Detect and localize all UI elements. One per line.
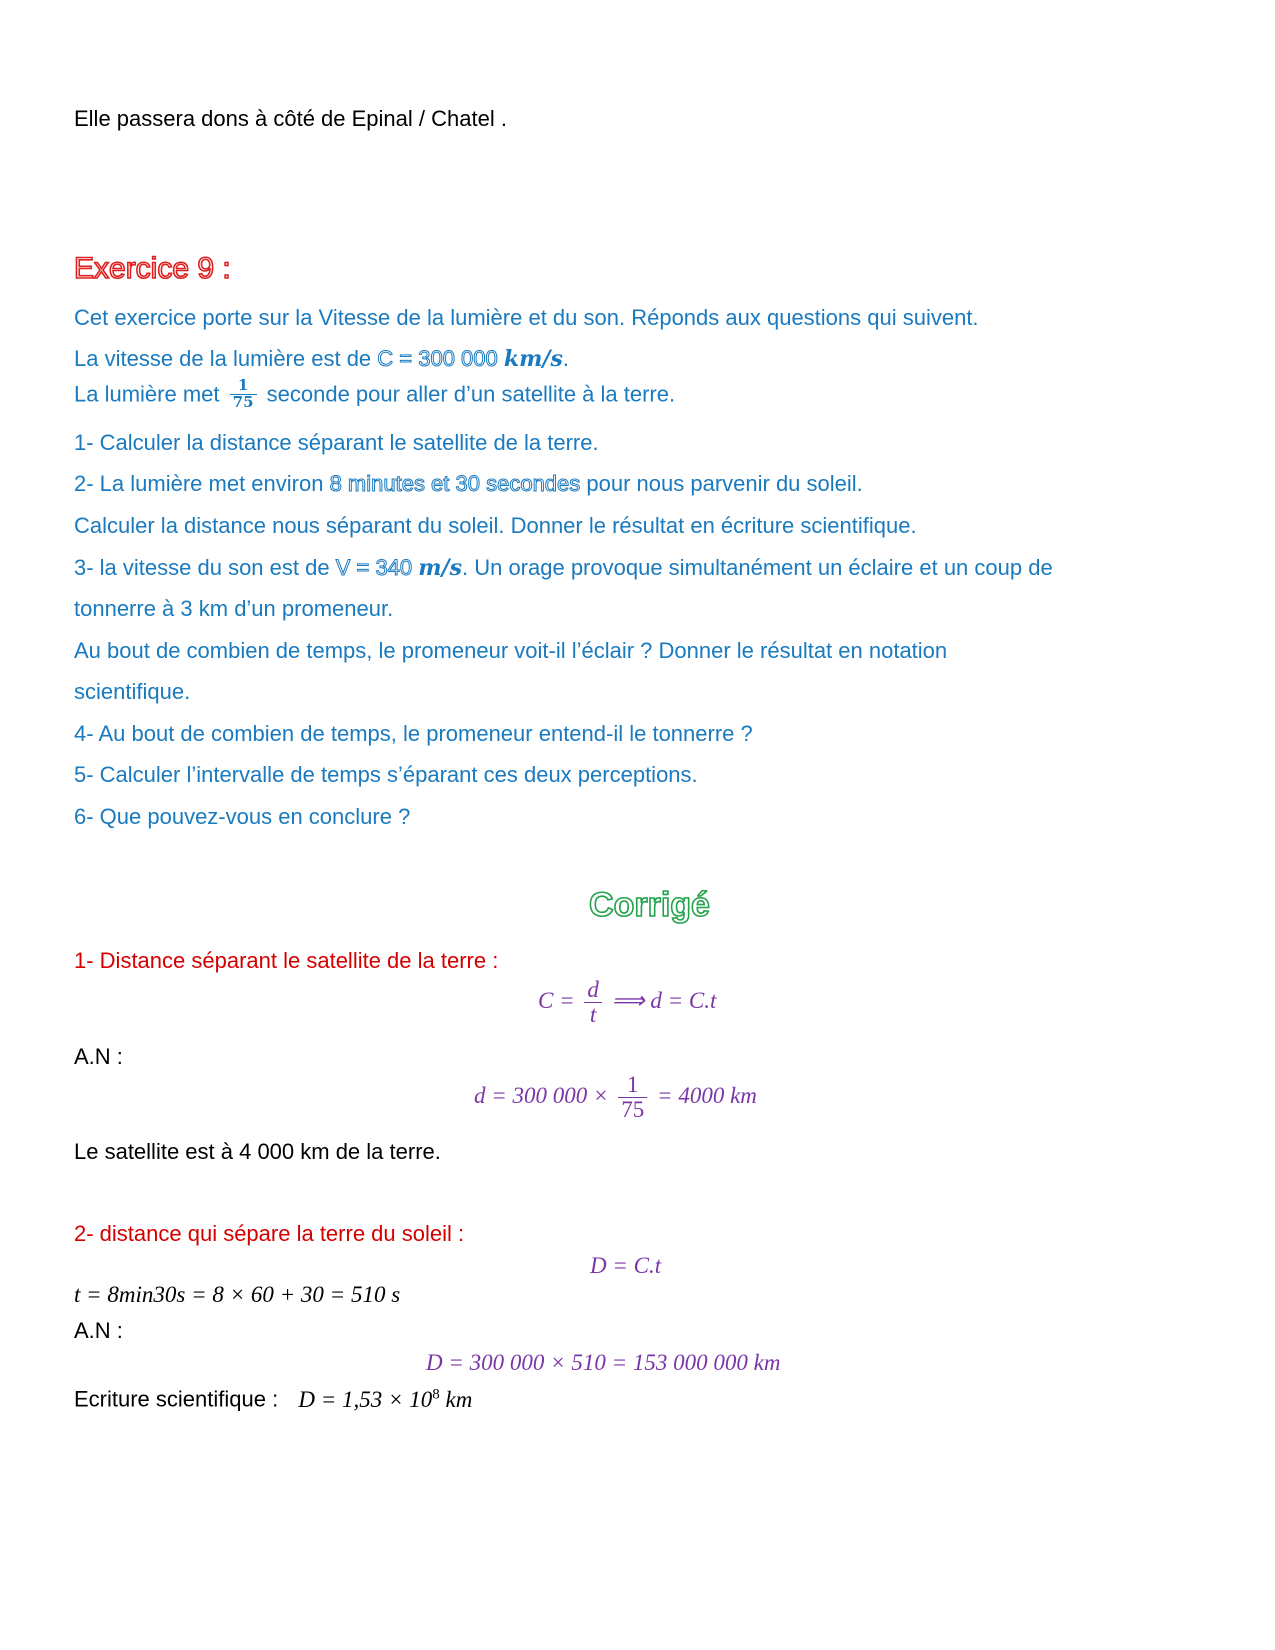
question-6: 6- Que pouvez-vous en conclure ? [74, 804, 411, 829]
answer-2-formula [590, 1253, 661, 1279]
answer-2-formula-text: D = C.t [590, 1253, 662, 1278]
light-time-fraction [230, 378, 257, 411]
light-time-frac-num: 1 [230, 378, 257, 395]
answer-2-calc-text: D = 300 000 × 510 = 153 000 000 km [426, 1350, 781, 1375]
light-time-frac-den: 75 [232, 392, 254, 411]
answer-1-conclusion: Le satellite est à 4 000 km de la terre. [74, 1139, 441, 1164]
correction-title: Corrigé [589, 886, 710, 924]
an-label-1: A.N : [74, 1044, 123, 1069]
light-speed-value: C = 300 000 [377, 346, 498, 371]
question-5: 5- Calculer l’intervalle de temps s’éparant ces deux perceptions. [74, 762, 698, 787]
light-time-line [74, 378, 675, 411]
answer-1-formula-right: ⟹ d = C.t [611, 987, 717, 1013]
answer-1-calc-den: 75 [621, 1097, 645, 1123]
answer-2-scientific [74, 1386, 472, 1413]
question-2-pre: 2- La lumière met environ [74, 471, 330, 496]
sound-speed-value: V = 340 [335, 555, 413, 580]
question-1: 1- Calculer la distance séparant le satellite de la terre. [74, 430, 599, 455]
answer-2-time-text: t = 8min30s = 8 × 60 + 30 = 510 s [74, 1282, 401, 1307]
scientific-label: Ecriture scientifique : [74, 1386, 279, 1412]
answer-2-calculation [426, 1350, 781, 1376]
question-3-ask-1: Au bout de combien de temps, le promeneur voit-il l’éclair ? Donner le résultat en notation [74, 638, 948, 663]
answer-1-formula-den: t [589, 1002, 597, 1028]
scientific-mantissa: D = 1,53 × 10 [298, 1386, 433, 1412]
light-speed-unit: km/s [503, 346, 563, 372]
light-speed-post: . [562, 346, 569, 371]
scientific-value [298, 1387, 472, 1412]
answer-2-heading: 2- distance qui sépare la terre du soleil : [74, 1221, 465, 1246]
question-2-highlight: 8 minutes et 30 secondes [329, 471, 581, 496]
answer-1-formula-left: C = [538, 987, 575, 1013]
answer-1-calc-right: = 4000 km [657, 1082, 757, 1108]
intro-line: Elle passera dons à côté de Epinal / Chatel . [74, 106, 507, 131]
answer-1-heading: 1- Distance séparant le satellite de la terre : [74, 948, 499, 973]
question-3-continuation: tonnerre à 3 km d’un promeneur. [74, 596, 394, 621]
question-3-ask-2: scientifique. [74, 679, 191, 704]
question-3-pre: 3- la vitesse du son est de [74, 555, 336, 580]
question-3-post: . Un orage provoque simultanément un éclaire et un coup de [461, 555, 1053, 580]
question-4: 4- Au bout de combien de temps, le promeneur entend-il le tonnerre ? [74, 721, 753, 746]
answer-1-formula-num: d [584, 978, 602, 1003]
question-2-continuation: Calculer la distance nous séparant du soleil. Donner le résultat en écriture scientifique. [74, 513, 917, 538]
answer-1-formula-fraction [584, 978, 602, 1027]
answer-1-calc-fraction [618, 1073, 647, 1122]
sound-speed-unit: m/s [418, 555, 462, 581]
answer-2-time [74, 1282, 400, 1308]
an-label-2: A.N : [74, 1318, 123, 1343]
question-2-post: pour nous parvenir du soleil. [580, 471, 863, 496]
light-speed-pre: La vitesse de la lumière est de [74, 346, 378, 371]
light-speed-line [74, 346, 569, 372]
question-2 [74, 471, 863, 497]
exercise-statement: Cet exercice porte sur la Vitesse de la lumière et du son. Réponds aux questions qui suivent. [74, 305, 979, 330]
answer-1-calculation [474, 1073, 757, 1122]
answer-1-calc-num: 1 [618, 1073, 647, 1098]
light-time-pre: La lumière met [74, 381, 220, 407]
exercise-title: Exercice 9 : [74, 252, 231, 285]
question-3 [74, 555, 1053, 581]
answer-1-calc-left: d = 300 000 × [474, 1082, 609, 1108]
scientific-exponent: 8 [432, 1386, 440, 1402]
light-time-post: seconde pour aller d’un satellite à la terre. [266, 381, 676, 407]
scientific-unit: km [445, 1386, 473, 1412]
answer-1-formula [538, 978, 716, 1027]
